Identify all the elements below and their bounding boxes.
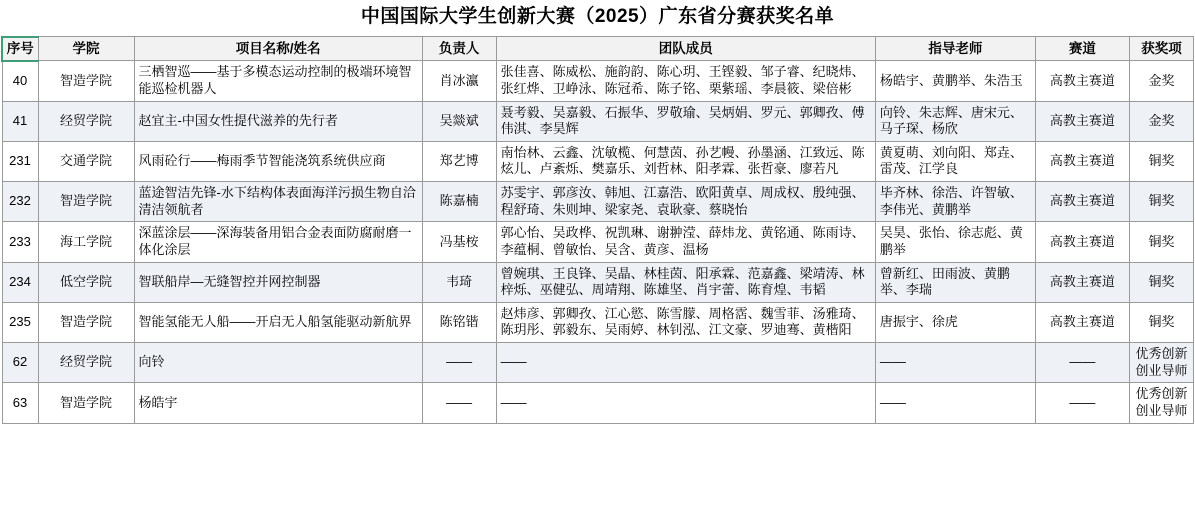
cell-track: 高教主赛道 [1035,101,1129,141]
cell-members: 南怡林、云鑫、沈敏榄、何慧茵、孙艺幔、孙墨涵、江致远、陈炫儿、卢紊烁、樊嘉乐、刘哲林、阳孝霖、张哲豪、廖若凡 [496,141,875,181]
cell-college: 低空学院 [38,262,134,302]
table-row [2,343,1194,383]
table-row [2,302,1194,342]
cell-prize: 优秀创新创业导师 [1129,383,1193,423]
cell-project: 风雨砼行——梅雨季节智能浇筑系统供应商 [134,141,422,181]
cell-teacher: 黄夏萌、刘向阳、郑垚、雷茂、江学良 [875,141,1035,181]
cell-college: 智造学院 [38,61,134,101]
cell-project: 智能氢能无人船——开启无人船氢能驱动新航界 [134,302,422,342]
cell-track: —— [1035,383,1129,423]
cell-project: 向铃 [134,343,422,383]
cell-track: 高教主赛道 [1035,182,1129,222]
cell-teacher: 杨皓宇、黄鹏举、朱浩玉 [875,61,1035,101]
cell-leader: 陈嘉楠 [422,182,496,222]
cell-college: 智造学院 [38,182,134,222]
cell-members: 赵炜彦、郭卿孜、江心慾、陈雪朦、周格霑、魏雪菲、汤雅琦、陈玥彤、郭毅东、吴雨婷、林钊泓、江文豪、罗迪骞、黄楷阳 [496,302,875,342]
table-row [2,61,1194,101]
cell-college: 交通学院 [38,141,134,181]
cell-track: 高教主赛道 [1035,141,1129,181]
column-header-members: 团队成员 [496,37,875,61]
cell-members: —— [496,343,875,383]
cell-members: 郭心怡、吴政桦、祝凯琳、谢翀滢、薛炜龙、黄铭通、陈雨诗、李蕴桐、曾敏怡、吴含、黄彦、温杨 [496,222,875,262]
cell-seq: 231 [2,141,38,181]
cell-college: 智造学院 [38,302,134,342]
cell-members: 聂考毅、吴嘉毅、石振华、罗敬瑜、吴炳娟、罗元、郭卿孜、傅伟淇、李昊辉 [496,101,875,141]
cell-college: 海工学院 [38,222,134,262]
cell-project: 深蓝涂层——深海装备用铝合金表面防腐耐磨一体化涂层 [134,222,422,262]
cell-leader: 郑艺博 [422,141,496,181]
cell-prize: 铜奖 [1129,182,1193,222]
cell-seq: 233 [2,222,38,262]
cell-prize: 铜奖 [1129,141,1193,181]
cell-track: 高教主赛道 [1035,302,1129,342]
column-header-project: 项目名称/姓名 [134,37,422,61]
column-header-leader: 负责人 [422,37,496,61]
cell-leader: 冯基桉 [422,222,496,262]
cell-prize: 金奖 [1129,61,1193,101]
cell-members: 曾婉琪、王良锋、吴晶、林桂茵、阳承霖、范嘉鑫、梁靖涛、林梓烁、巫健弘、周靖翔、陈雄坚、肖宇蕾、陈育煌、韦韬 [496,262,875,302]
cell-seq: 63 [2,383,38,423]
cell-project: 杨皓宇 [134,383,422,423]
cell-prize: 优秀创新创业导师 [1129,343,1193,383]
cell-leader: 陈铭锴 [422,302,496,342]
column-header-seq: 序号 [2,37,38,61]
cell-members: 苏雯宇、郭彦汝、韩旭、江嘉浩、欧阳黄卓、周成权、殷纯强、程舒琦、朱则坤、梁家尧、袁耿豪、蔡晓怡 [496,182,875,222]
cell-prize: 铜奖 [1129,262,1193,302]
cell-seq: 41 [2,101,38,141]
cell-members: 张佳喜、陈威松、施韵韵、陈心玥、王铿毅、邹子睿、纪晓炜、张红烨、卫峥泳、陈冠希、陈子铭、栗紫瑶、李晨筱、梁倍彬 [496,61,875,101]
cell-teacher: 毕齐林、徐浩、许智敏、李伟光、黄鹏举 [875,182,1035,222]
cell-seq: 234 [2,262,38,302]
column-header-teacher: 指导老师 [875,37,1035,61]
column-header-prize: 获奖项 [1129,37,1193,61]
cell-teacher: —— [875,383,1035,423]
cell-teacher: 曾新红、田雨波、黄鹏举、李瑞 [875,262,1035,302]
cell-project: 三栖智巡——基于多模态运动控制的极端环境智能巡检机器人 [134,61,422,101]
cell-members: —— [496,383,875,423]
cell-track: 高教主赛道 [1035,222,1129,262]
cell-leader: 韦琦 [422,262,496,302]
cell-prize: 金奖 [1129,101,1193,141]
cell-project: 智联船岸—无缝智控并网控制器 [134,262,422,302]
table-header-row [2,37,1194,61]
cell-leader: —— [422,383,496,423]
cell-seq: 40 [2,61,38,101]
table-row [2,101,1194,141]
cell-seq: 232 [2,182,38,222]
cell-leader: 肖冰瀛 [422,61,496,101]
cell-college: 经贸学院 [38,343,134,383]
cell-prize: 铜奖 [1129,222,1193,262]
column-header-college: 学院 [38,37,134,61]
table-body [2,61,1194,423]
award-list-table [1,36,1194,424]
cell-track: 高教主赛道 [1035,262,1129,302]
column-header-track: 赛道 [1035,37,1129,61]
cell-leader: —— [422,343,496,383]
table-row [2,182,1194,222]
cell-track: —— [1035,343,1129,383]
page-title: 中国国际大学生创新大赛（2025）广东省分赛获奖名单 [360,6,835,27]
cell-teacher: 向铃、朱志辉、唐宋元、马子琛、杨欣 [875,101,1035,141]
table-row [2,141,1194,181]
cell-leader: 吴燚斌 [422,101,496,141]
cell-seq: 235 [2,302,38,342]
cell-teacher: —— [875,343,1035,383]
cell-college: 智造学院 [38,383,134,423]
table-row [2,262,1194,302]
cell-track: 高教主赛道 [1035,61,1129,101]
cell-project: 蓝途智洁先锋-水下结构体表面海洋污损生物自洽清洁领航者 [134,182,422,222]
cell-teacher: 唐振宇、徐虎 [875,302,1035,342]
cell-prize: 铜奖 [1129,302,1193,342]
cell-college: 经贸学院 [38,101,134,141]
cell-seq: 62 [2,343,38,383]
table-row [2,383,1194,423]
cell-teacher: 吴昊、张怡、徐志彪、黄鹏举 [875,222,1035,262]
cell-project: 赵宜主-中国女性提代滋养的先行者 [134,101,422,141]
table-row [2,222,1194,262]
